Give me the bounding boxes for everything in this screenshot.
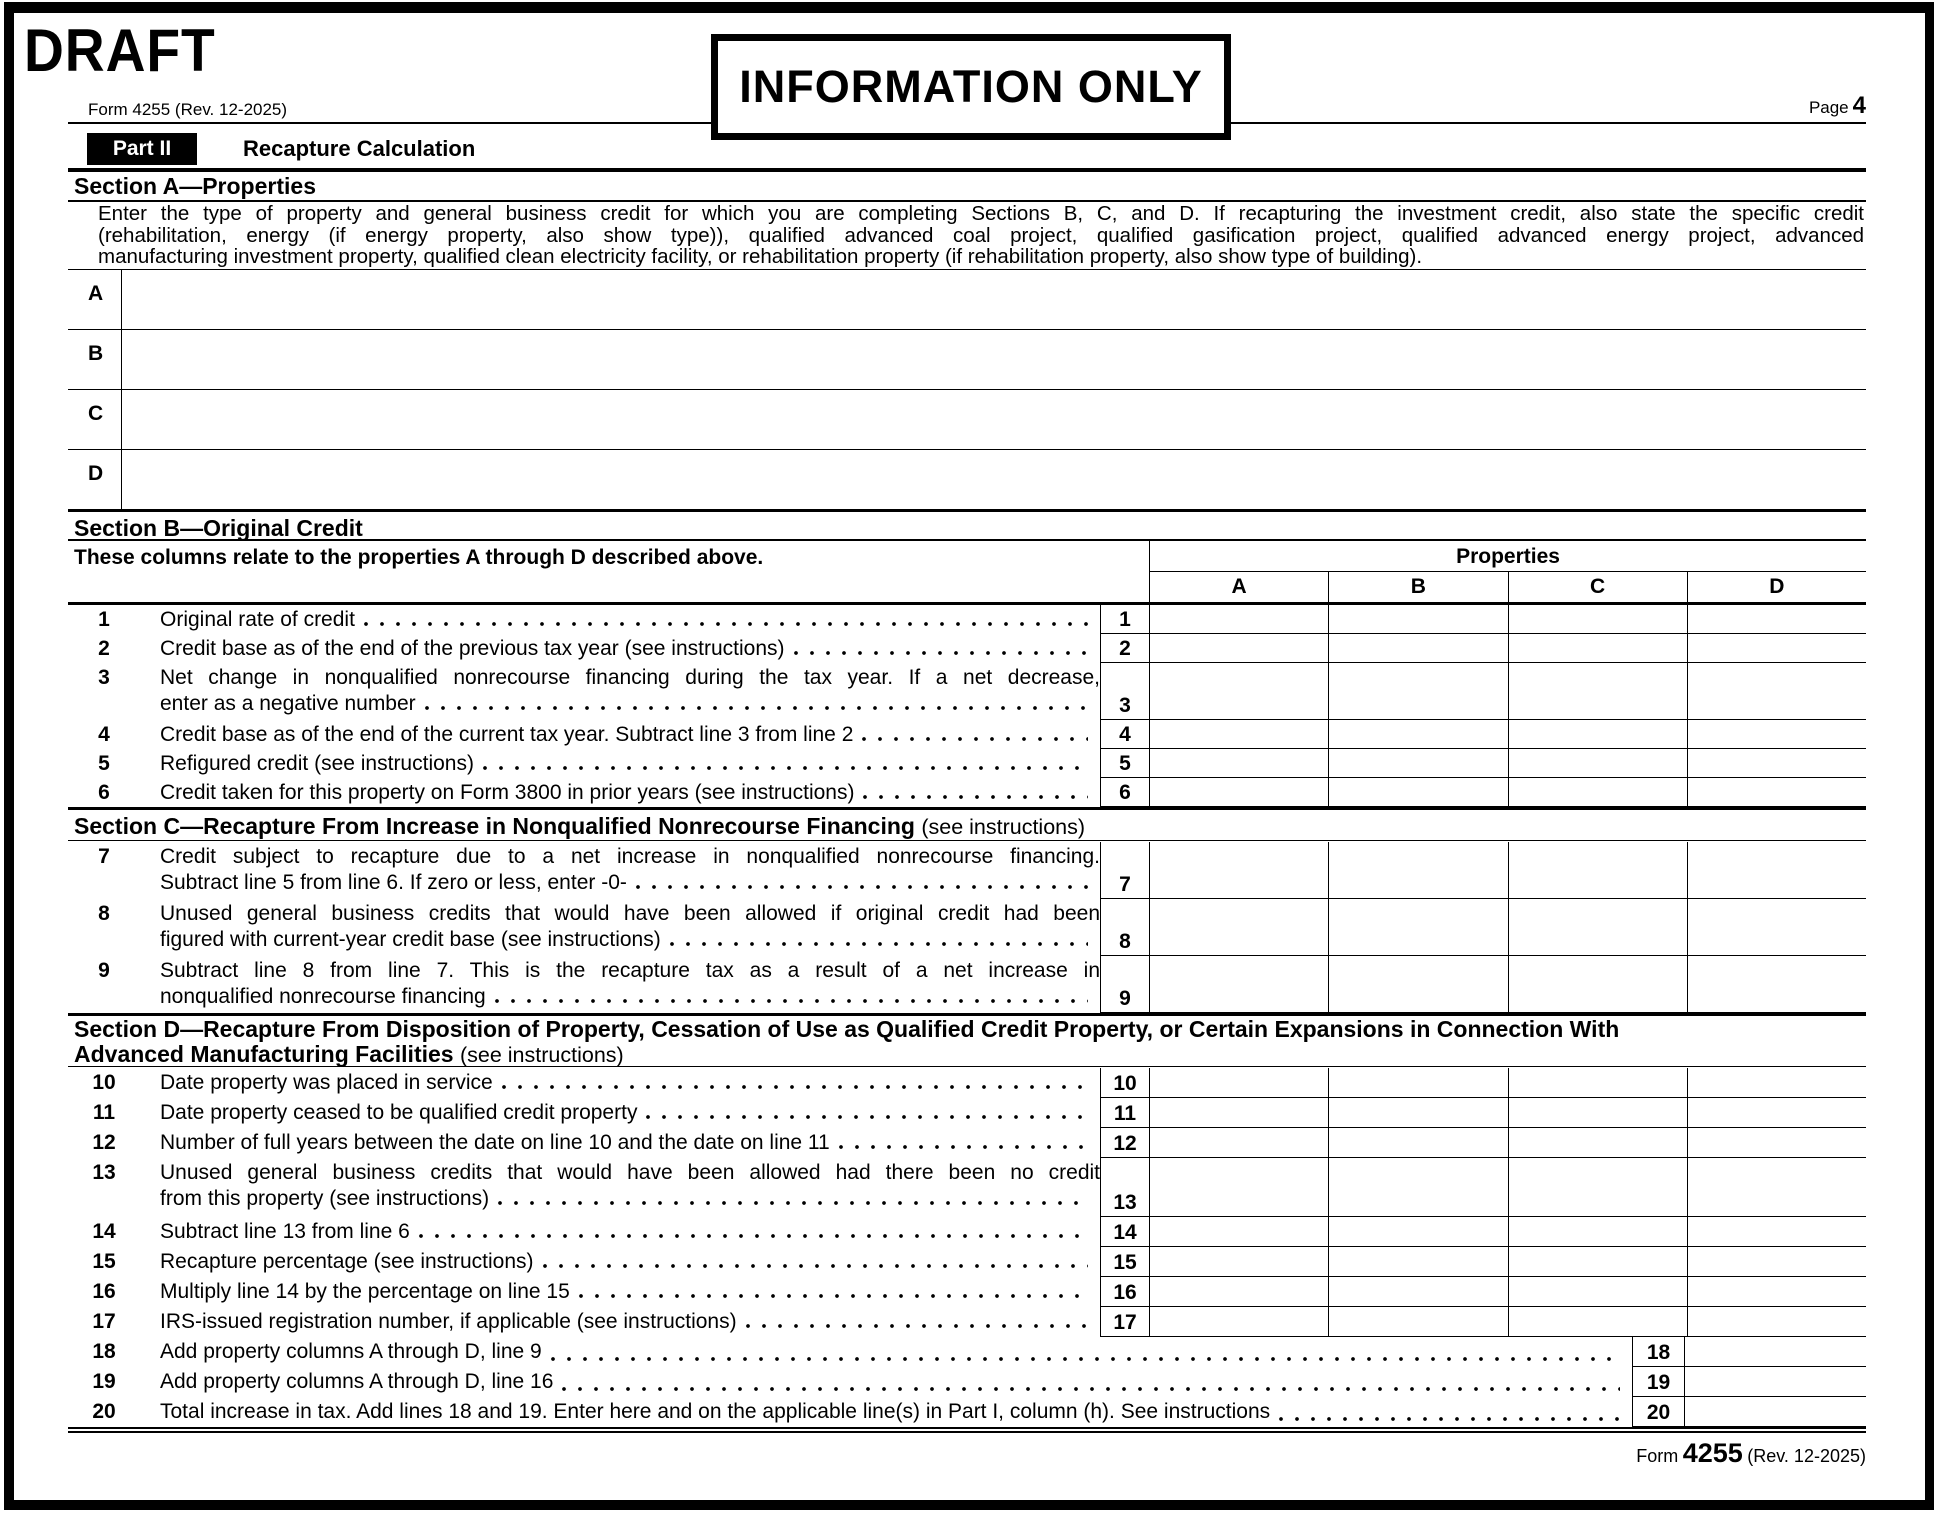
description-text: Credit taken for this property on Form 3800 in prior years (see instructions) [160, 781, 855, 804]
line-number: 5 [98, 752, 110, 775]
description-text: Total increase in tax. Add lines 18 and 19. Enter here and on the applicable line(s) in Part I, column (h). See instructions [160, 1399, 1271, 1423]
form-line-row [68, 720, 1866, 749]
form-line-row [68, 1098, 1866, 1128]
property-d-value-cell [1687, 1068, 1866, 1097]
dot-leader [862, 794, 1088, 800]
line-number-box: 16 [1100, 1277, 1150, 1306]
dot-leader [501, 1084, 1088, 1090]
description-text: enter as a negative number [160, 692, 416, 715]
line-number-box: 10 [1100, 1068, 1150, 1097]
information-only-banner: INFORMATION ONLY [711, 34, 1231, 140]
property-d-value-cell [1687, 899, 1866, 955]
line-grid [1100, 1158, 1866, 1217]
property-c-value-cell [1508, 1247, 1687, 1276]
total-line-row [68, 1337, 1866, 1367]
description-text: Refigured credit (see instructions) [160, 752, 474, 775]
description-text: Add property columns A through D, line 16 [160, 1369, 554, 1393]
property-letter: C [68, 390, 122, 449]
total-value-cell [1685, 1337, 1866, 1366]
property-c-value-cell [1508, 1128, 1687, 1157]
line-grid [1632, 1367, 1866, 1397]
line-number: 19 [92, 1369, 116, 1393]
line-grid [1100, 1277, 1866, 1307]
line-description [140, 1277, 1100, 1307]
line-grid [1100, 1217, 1866, 1247]
dot-leader [838, 1144, 1088, 1150]
property-d-value-cell [1687, 720, 1866, 748]
description-text: Recapture percentage (see instructions) [160, 1249, 534, 1273]
form-line-row [68, 1247, 1866, 1277]
description-text: Subtract line 5 from line 6. If zero or less, enter -0- [160, 870, 627, 894]
property-b-value-cell [1328, 778, 1507, 806]
line-number: 3 [98, 666, 110, 689]
section-d-title-line2: Advanced Manufacturing Facilities (see instructions) [74, 1040, 624, 1067]
description-text: IRS-issued registration number, if applicable (see instructions) [160, 1309, 737, 1333]
property-c-value-cell [1508, 720, 1687, 748]
instruction-line: manufacturing investment property, qualified clean electricity facility, or rehabilitation property (if rehabilitation property, also show type of building). [98, 245, 1423, 268]
line-number-box: 3 [1100, 663, 1150, 719]
property-description-row [68, 330, 1866, 390]
form-line-row [68, 634, 1866, 663]
form-footer [68, 1438, 1866, 1469]
property-a-value-cell [1150, 749, 1328, 777]
description-text: Multiply line 14 by the percentage on line 15 [160, 1279, 570, 1303]
property-column-letter: D [1687, 572, 1866, 602]
property-value-cells [1150, 1277, 1866, 1306]
total-value-cell [1685, 1397, 1866, 1426]
property-d-value-cell [1687, 1277, 1866, 1306]
form-line-row [68, 1217, 1866, 1247]
line-number-box: 1 [1100, 605, 1150, 633]
line-number-box: 5 [1100, 749, 1150, 777]
line-description [140, 899, 1100, 956]
line-number: 6 [98, 781, 110, 804]
description-text: Credit subject to recapture due to a net increase in nonqualified nonrecourse financing. [160, 844, 1100, 868]
line-description [140, 1217, 1100, 1247]
property-letter: D [68, 450, 122, 509]
line-number-box: 15 [1100, 1247, 1150, 1276]
line-grid [1100, 899, 1866, 956]
property-d-value-cell [1687, 1217, 1866, 1246]
property-a-value-cell [1150, 1098, 1328, 1127]
dot-leader [561, 1386, 1620, 1392]
line-number: 18 [92, 1339, 116, 1363]
property-c-value-cell [1508, 605, 1687, 633]
property-value-cells [1150, 1247, 1866, 1276]
property-b-value-cell [1328, 1277, 1507, 1306]
section-d-rows [68, 1068, 1866, 1433]
dot-leader [363, 621, 1088, 627]
line-number-box: 7 [1100, 842, 1150, 898]
property-description-row [68, 450, 1866, 509]
line-number: 15 [92, 1249, 116, 1273]
dot-leader [645, 1114, 1088, 1120]
line-description [140, 1098, 1100, 1128]
property-c-value-cell [1508, 663, 1687, 719]
description-text: Unused general business credits that would have been allowed had there been no credit [160, 1160, 1100, 1184]
line-description [140, 1307, 1100, 1337]
description-text: Net change in nonqualified nonrecourse financing during the tax year. If a net decrease, [160, 666, 1100, 689]
description-text: Unused general business credits that would have been allowed if original credit had been [160, 901, 1100, 925]
section-b-rows [68, 605, 1866, 810]
line-number: 7 [98, 844, 110, 868]
line-description [140, 720, 1100, 749]
property-b-value-cell [1328, 720, 1507, 748]
section-a-instructions [98, 203, 1864, 268]
property-value-cells [1150, 1217, 1866, 1246]
property-c-value-cell [1508, 1068, 1687, 1097]
dot-leader [482, 765, 1088, 771]
line-description [140, 1337, 1632, 1367]
property-value-cells [1150, 1307, 1866, 1336]
property-column-letters [1150, 572, 1866, 602]
property-value-cells [1150, 899, 1866, 955]
properties-header [1149, 541, 1866, 602]
property-d-value-cell [1687, 634, 1866, 662]
line-grid [1100, 1247, 1866, 1277]
property-description-field [122, 390, 1866, 449]
line-number: 10 [92, 1070, 116, 1094]
property-c-value-cell [1508, 778, 1687, 806]
property-b-value-cell [1328, 1247, 1507, 1276]
line-description [140, 778, 1100, 807]
property-d-value-cell [1687, 1128, 1866, 1157]
property-d-value-cell [1687, 605, 1866, 633]
line-number-box: 18 [1632, 1337, 1685, 1366]
property-value-cells [1150, 1098, 1866, 1127]
section-b-title: Section B—Original Credit [68, 513, 1866, 541]
section-c-see-instructions: (see instructions) [921, 815, 1086, 839]
property-value-cells [1150, 663, 1866, 719]
line-description [140, 1068, 1100, 1098]
description-text: Original rate of credit [160, 608, 355, 631]
line-number: 4 [98, 723, 110, 746]
property-column-letter: A [1231, 575, 1247, 598]
property-d-value-cell [1687, 1158, 1866, 1216]
line-number: 20 [92, 1399, 116, 1423]
part-ii-title: Recapture Calculation [243, 136, 476, 161]
form-line-row [68, 605, 1866, 634]
property-value-cells [1150, 605, 1866, 633]
property-d-value-cell [1687, 1098, 1866, 1127]
footer-form-word: Form [1636, 1446, 1679, 1466]
property-value-cells [1150, 720, 1866, 748]
dot-leader [424, 705, 1088, 711]
property-c-value-cell [1508, 1277, 1687, 1306]
description-text: Subtract line 13 from line 6 [160, 1219, 410, 1243]
dot-leader [418, 1233, 1088, 1239]
property-a-value-cell [1150, 1247, 1328, 1276]
line-number: 13 [92, 1160, 116, 1184]
dot-leader [550, 1356, 1620, 1362]
property-c-value-cell [1508, 634, 1687, 662]
line-description [140, 749, 1100, 778]
description-text: nonqualified nonrecourse financing [160, 984, 486, 1008]
dot-leader [669, 941, 1088, 947]
line-number: 8 [98, 901, 110, 925]
form-line-row [68, 1158, 1866, 1217]
line-description [140, 605, 1100, 634]
property-a-value-cell [1150, 778, 1328, 806]
line-number: 14 [92, 1219, 116, 1243]
line-number-box: 13 [1100, 1158, 1150, 1216]
property-b-value-cell [1328, 842, 1507, 898]
line-number-box: 17 [1100, 1307, 1150, 1336]
form-line-row [68, 899, 1866, 956]
line-description [140, 956, 1100, 1013]
line-grid [1100, 956, 1866, 1013]
total-line-row [68, 1367, 1866, 1397]
page-number: 4 [1852, 92, 1866, 119]
line-number-box: 4 [1100, 720, 1150, 748]
property-b-value-cell [1328, 605, 1507, 633]
section-d-title [68, 1016, 1866, 1067]
property-a-value-cell [1150, 1068, 1328, 1097]
description-text: figured with current-year credit base (see instructions) [160, 927, 661, 951]
property-a-value-cell [1150, 605, 1328, 633]
line-number-box: 11 [1100, 1098, 1150, 1127]
property-c-value-cell [1508, 899, 1687, 955]
property-c-value-cell [1508, 956, 1687, 1012]
property-a-value-cell [1150, 956, 1328, 1012]
form-line-row [68, 749, 1866, 778]
property-value-cells [1150, 842, 1866, 898]
line-number: 1 [98, 608, 110, 631]
property-column-letter: C [1508, 572, 1687, 602]
description-text: Subtract line 8 from line 7. This is the recapture tax as a result of a net increase in [160, 958, 1100, 982]
property-b-value-cell [1328, 1158, 1507, 1216]
line-grid [1100, 749, 1866, 778]
dot-leader [494, 998, 1088, 1004]
total-line-row [68, 1397, 1866, 1427]
property-b-value-cell [1328, 956, 1507, 1012]
line-description [140, 663, 1100, 720]
page-word: Page [1808, 98, 1849, 117]
line-grid [1100, 605, 1866, 634]
property-b-value-cell [1328, 1068, 1507, 1097]
property-c-value-cell [1508, 842, 1687, 898]
property-b-value-cell [1328, 663, 1507, 719]
property-b-value-cell [1328, 634, 1507, 662]
property-value-cells [1150, 956, 1866, 1012]
property-c-value-cell [1508, 749, 1687, 777]
line-description [140, 1247, 1100, 1277]
line-grid [1100, 778, 1866, 807]
instruction-line: (rehabilitation, energy (if energy property, also show type)), qualified advanced coal project, qualified gasification project, qualified advanced energy project, advanced [98, 223, 1864, 247]
property-letter: B [68, 330, 122, 389]
line-description [140, 1128, 1100, 1158]
line-grid [1100, 1128, 1866, 1158]
property-a-value-cell [1150, 1128, 1328, 1157]
section-d-see-instructions: (see instructions) [459, 1042, 624, 1067]
description-text: from this property (see instructions) [160, 1186, 490, 1210]
dot-leader [793, 650, 1089, 656]
line-number-box: 8 [1100, 899, 1150, 955]
instruction-line: Enter the type of property and general business credit for which you are completing Sections B, C, and D. If recapturing the investment credit, also state the specific credit [98, 202, 1864, 225]
line-number-box: 9 [1100, 956, 1150, 1012]
property-value-cells [1150, 1128, 1866, 1157]
form-line-row [68, 1307, 1866, 1337]
line-grid [1100, 720, 1866, 749]
property-value-cells [1150, 634, 1866, 662]
property-b-value-cell [1328, 1128, 1507, 1157]
dot-leader [578, 1293, 1088, 1299]
line-description [140, 842, 1100, 899]
property-value-cells [1150, 1158, 1866, 1216]
dot-leader [1278, 1416, 1620, 1422]
line-number-box: 14 [1100, 1217, 1150, 1246]
property-a-value-cell [1150, 842, 1328, 898]
columns-note: These columns relate to the properties A through D described above. [74, 546, 764, 569]
line-grid [1100, 1307, 1866, 1337]
property-description-field [122, 450, 1866, 509]
property-d-value-cell [1687, 956, 1866, 1012]
line-description [140, 1158, 1100, 1217]
section-c-rows [68, 842, 1866, 1016]
line-grid [1632, 1397, 1866, 1427]
property-c-value-cell [1508, 1158, 1687, 1216]
property-description-field [122, 330, 1866, 389]
line-grid [1632, 1337, 1866, 1367]
section-d-title-line1: Section D—Recapture From Disposition of Property, Cessation of Use as Qualified Credit Property, or Certain Expansions in Connection With [74, 1015, 1620, 1042]
property-c-value-cell [1508, 1098, 1687, 1127]
description-text: Add property columns A through D, line 9 [160, 1339, 542, 1363]
dot-leader [497, 1200, 1088, 1206]
line-description [140, 634, 1100, 663]
line-description [140, 1367, 1632, 1397]
property-column-letter: B [1328, 572, 1507, 602]
line-grid [1100, 634, 1866, 663]
form-line-row [68, 778, 1866, 807]
dot-leader [745, 1323, 1088, 1329]
property-b-value-cell [1328, 749, 1507, 777]
section-a-property-rows [68, 269, 1866, 512]
property-b-value-cell [1328, 899, 1507, 955]
section-b-table-header [68, 541, 1866, 605]
description-text: Date property was placed in service [160, 1070, 493, 1094]
form-line-row [68, 842, 1866, 899]
dot-leader [635, 884, 1088, 890]
property-d-value-cell [1687, 778, 1866, 806]
line-grid [1100, 1068, 1866, 1098]
form-id-label: Form 4255 (Rev. 12-2025) [88, 100, 288, 119]
property-value-cells [1150, 778, 1866, 806]
property-a-value-cell [1150, 1307, 1328, 1336]
description-text: Date property ceased to be qualified credit property [160, 1100, 638, 1124]
form-line-row [68, 1128, 1866, 1158]
property-letter: A [68, 270, 122, 329]
description-text: Credit base as of the end of the current tax year. Subtract line 3 from line 2 [160, 723, 854, 746]
dot-leader [542, 1263, 1088, 1269]
draft-watermark: DRAFT [24, 17, 216, 84]
property-a-value-cell [1150, 1158, 1328, 1216]
property-value-cells [1150, 1068, 1866, 1097]
property-description-field [122, 270, 1866, 329]
property-b-value-cell [1328, 1217, 1507, 1246]
line-grid [1100, 1098, 1866, 1128]
property-d-value-cell [1687, 749, 1866, 777]
property-description-row [68, 270, 1866, 330]
section-a-title: Section A—Properties [68, 170, 1866, 202]
footer-form-number: 4255 [1682, 1438, 1743, 1468]
line-grid [1100, 663, 1866, 720]
property-value-cells [1150, 749, 1866, 777]
form-line-row [68, 1277, 1866, 1307]
line-number-box: 2 [1100, 634, 1150, 662]
property-d-value-cell [1687, 1307, 1866, 1336]
property-a-value-cell [1150, 720, 1328, 748]
line-number-box: 6 [1100, 778, 1150, 806]
line-grid [1100, 842, 1866, 899]
line-number: 17 [92, 1309, 116, 1333]
property-a-value-cell [1150, 663, 1328, 719]
footer-revision: (Rev. 12-2025) [1747, 1446, 1866, 1466]
form-line-row [68, 663, 1866, 720]
property-d-value-cell [1687, 1247, 1866, 1276]
property-c-value-cell [1508, 1217, 1687, 1246]
page-indicator [1809, 92, 1866, 120]
line-number: 16 [92, 1279, 116, 1303]
line-number-box: 20 [1632, 1397, 1685, 1426]
part-ii-tab: Part II [87, 133, 197, 165]
property-b-value-cell [1328, 1307, 1507, 1336]
property-d-value-cell [1687, 663, 1866, 719]
line-number: 9 [98, 958, 110, 982]
line-number: 11 [92, 1100, 116, 1124]
property-a-value-cell [1150, 634, 1328, 662]
description-text: Credit base as of the end of the previous tax year (see instructions) [160, 637, 785, 660]
line-description [140, 1397, 1632, 1427]
line-number: 12 [92, 1130, 116, 1154]
line-number: 2 [98, 637, 110, 660]
line-number-box: 12 [1100, 1128, 1150, 1157]
property-a-value-cell [1150, 1217, 1328, 1246]
line-number-box: 19 [1632, 1367, 1685, 1396]
property-a-value-cell [1150, 1277, 1328, 1306]
section-c-title-text: Section C—Recapture From Increase in Nonqualified Nonrecourse Financing [74, 813, 915, 839]
form-line-row [68, 1068, 1866, 1098]
property-c-value-cell [1508, 1307, 1687, 1336]
property-a-value-cell [1150, 899, 1328, 955]
property-b-value-cell [1328, 1098, 1507, 1127]
property-description-row [68, 390, 1866, 450]
description-text: Number of full years between the date on line 10 and the date on line 11 [160, 1130, 830, 1154]
section-c-title [68, 810, 1866, 841]
property-d-value-cell [1687, 842, 1866, 898]
total-value-cell [1685, 1367, 1866, 1396]
properties-label: Properties [1150, 541, 1866, 572]
form-line-row [68, 956, 1866, 1013]
dot-leader [861, 736, 1088, 742]
